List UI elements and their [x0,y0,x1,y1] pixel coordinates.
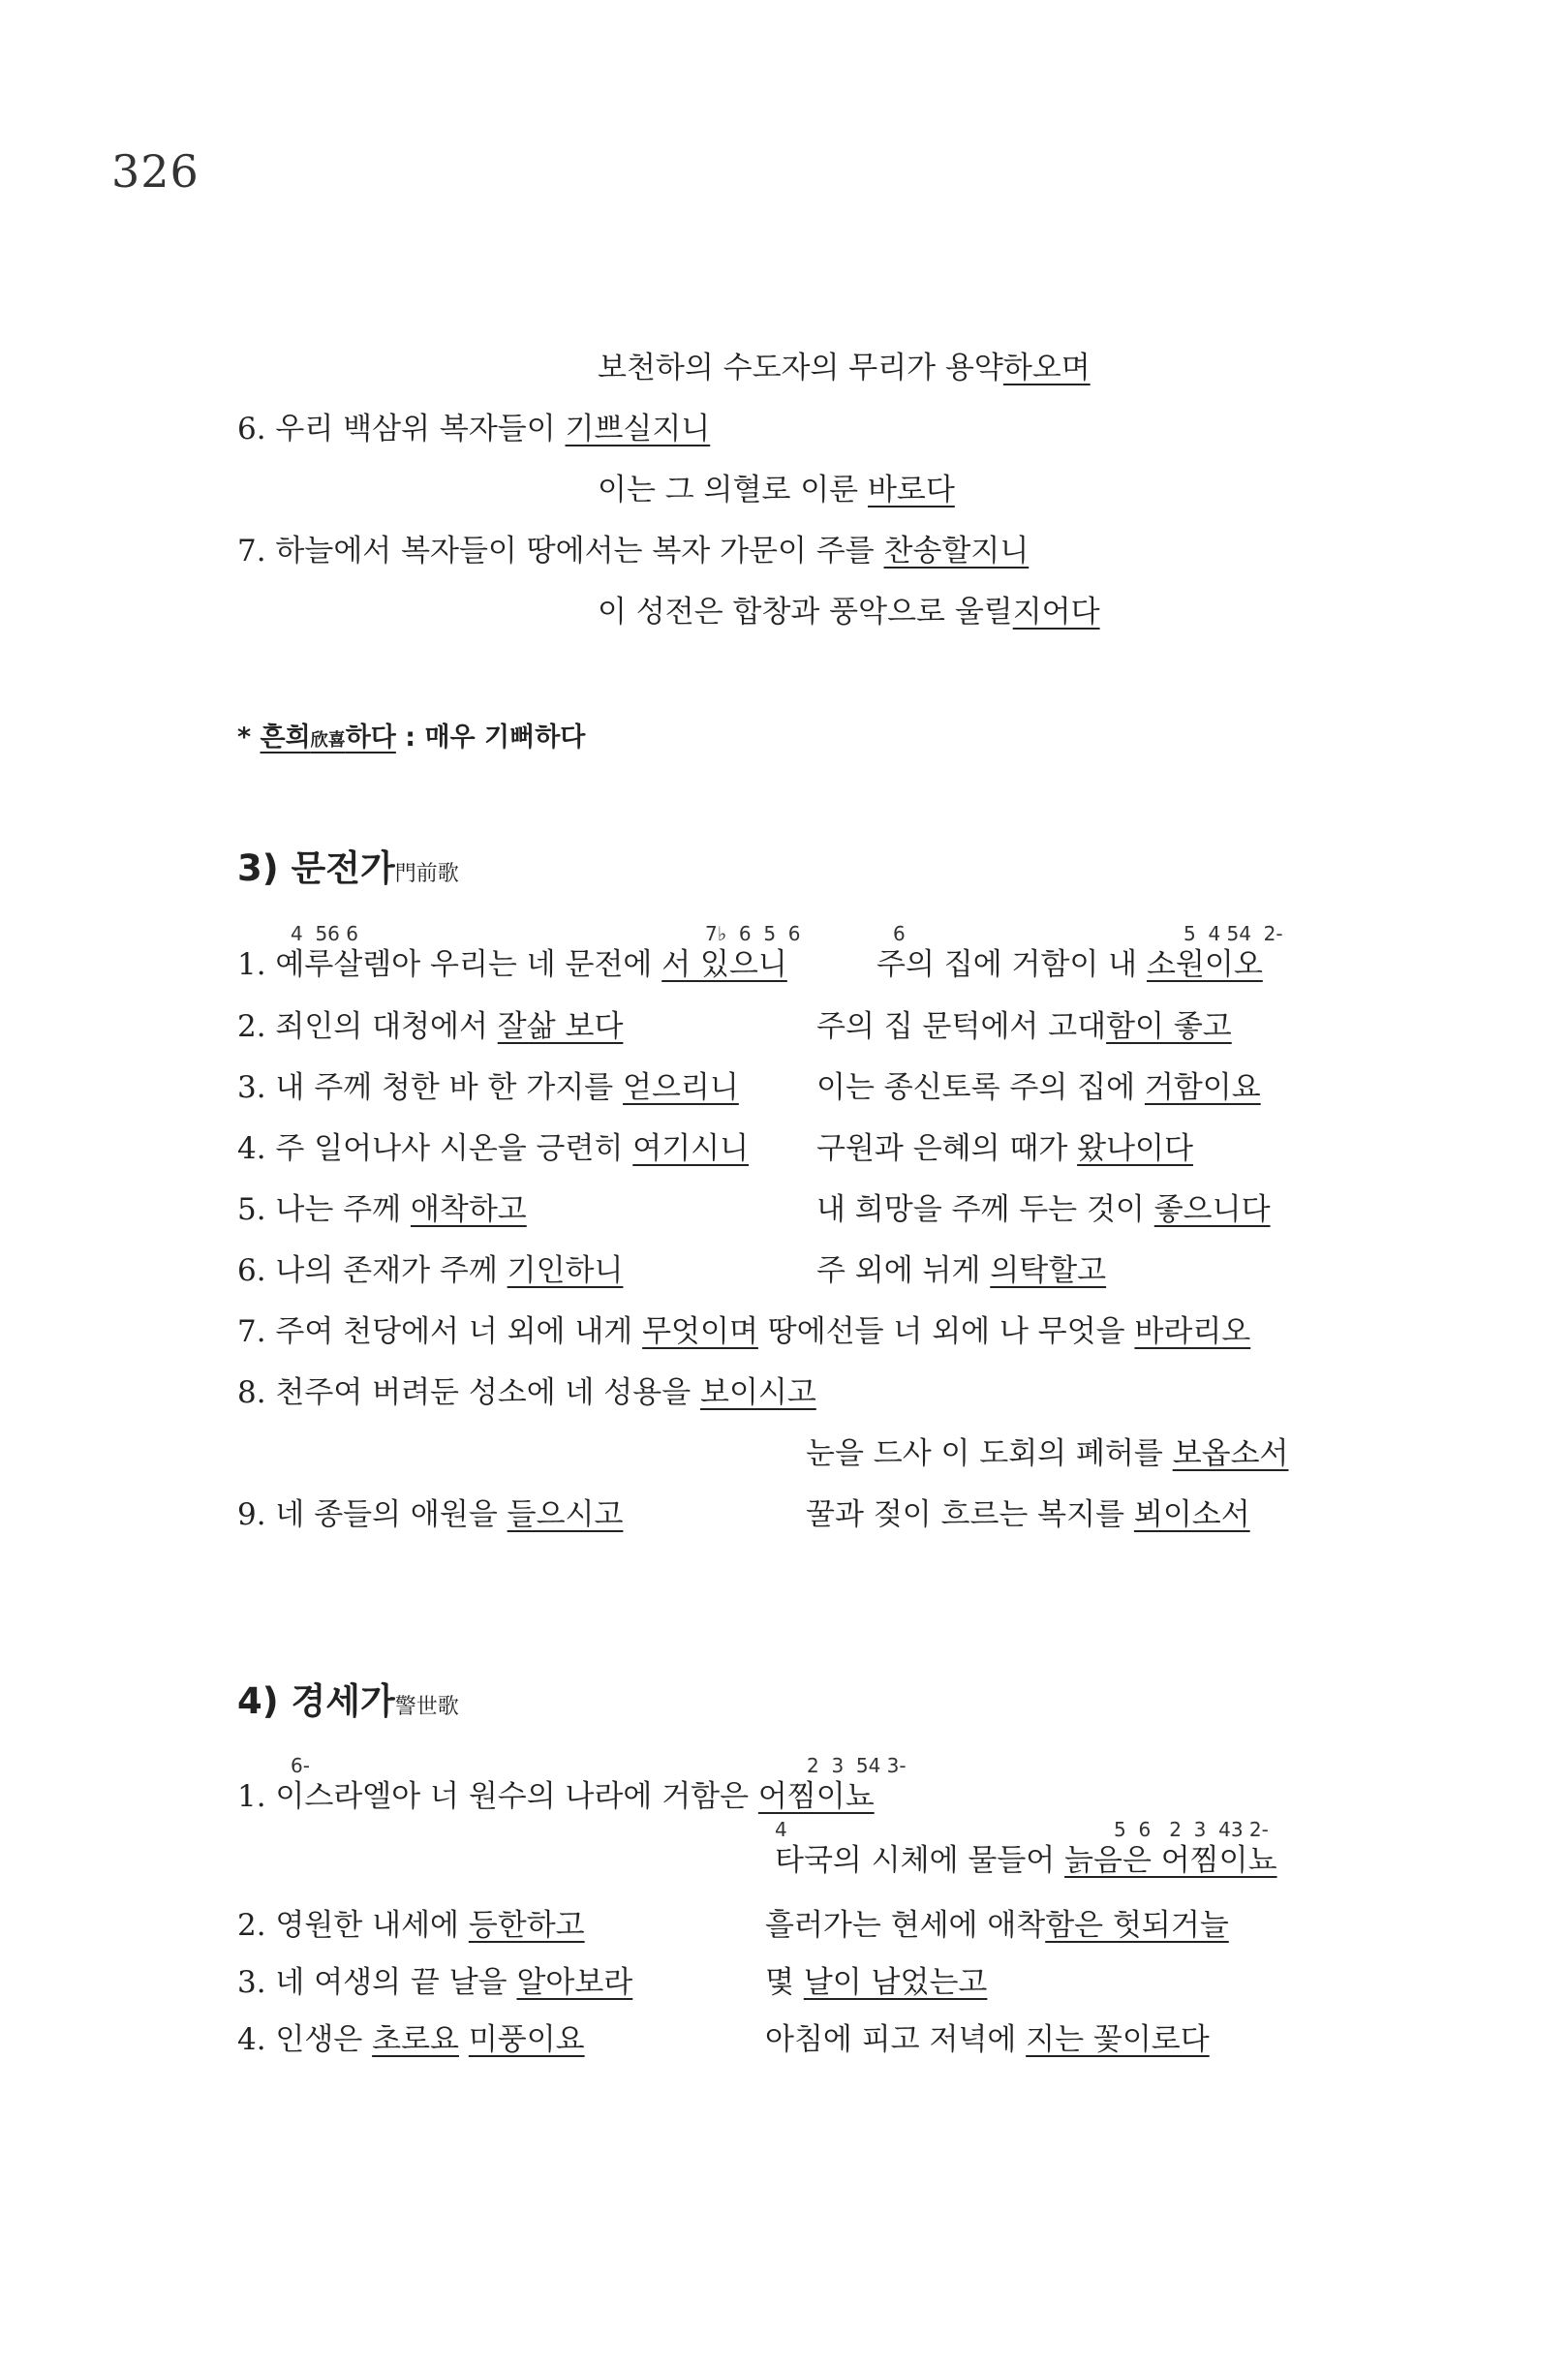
text-line: 보천하의 수도자의 무리가 용약하오며 [598,351,1091,385]
verse-line: 3. 내 주께 청한 바 한 가지를 얻으리니 [237,1070,739,1105]
music-notation: 7♭ 6 5 6 [705,922,801,945]
verse-line: 주 외에 뉘게 의탁할고 [816,1253,1107,1288]
verse-line: 주의 집에 거함이 내 소원이오 [876,947,1263,982]
music-notation: 5 6 2 3 43 2- [1114,1818,1269,1841]
verse-line: 1. 이스라엘아 너 원수의 나라에 거함은 어찜이뇨 [237,1779,875,1814]
verse-line: 이는 종신토록 주의 집에 거함이요 [816,1070,1261,1105]
verse-line: 3. 네 여생의 끝 날을 알아보라 [237,1965,633,2000]
music-notation: 5 4 54 2- [1184,922,1283,945]
verse-line: 2. 영원한 내세에 등한하고 [237,1908,585,1943]
verse-line: 9. 네 종들의 애원을 들으시고 [237,1497,624,1532]
music-notation: 2 3 54 3- [807,1754,907,1777]
text-line: 7. 하늘에서 복자들이 땅에서는 복자 가문이 주를 찬송할지니 [237,534,1030,569]
text-line: 6. 우리 백삼위 복자들이 기쁘실지니 [237,412,711,446]
verse-line: 흘러가는 현세에 애착함은 헛되거늘 [765,1908,1229,1943]
verse-line: 내 희망을 주께 두는 것이 좋으니다 [816,1192,1271,1227]
verse-line: 아침에 피고 저녁에 지는 꽃이로다 [765,2022,1210,2057]
music-notation: 4 56 6 [291,922,358,945]
text-line: 이 성전은 합창과 풍악으로 울릴지어다 [598,595,1100,630]
verse-line: 1. 예루살렘아 우리는 네 문전에 서 있으니 [237,947,787,982]
verse-line: 4. 인생은 초로요 미풍이요 [237,2022,585,2057]
verse-line: 2. 죄인의 대청에서 잘삶 보다 [237,1009,624,1044]
verse-line: 꿀과 젖이 흐르는 복지를 뵈이소서 [806,1497,1250,1532]
verse-line: 5. 나는 주께 애착하고 [237,1192,527,1227]
footnote: * 흔희欣喜하다 : 매우 기뻐하다 [237,723,586,753]
verse-line: 8. 천주여 버려둔 성소에 네 성용을 보이시고 [237,1375,816,1410]
verse-line: 6. 나의 존재가 주께 기인하니 [237,1253,624,1288]
verse-line: 7. 주여 천당에서 너 외에 내게 무엇이며 땅에선들 너 외에 나 무엇을 바라리오 [237,1314,1251,1349]
section-heading: 4) 경세가警世歌 [237,1680,459,1722]
verse-line: 주의 집 문턱에서 고대함이 좋고 [816,1009,1232,1044]
music-notation: 4 [775,1818,787,1841]
text-line: 이는 그 의혈로 이룬 바로다 [598,473,955,507]
verse-line: 몇 날이 남었는고 [765,1965,988,2000]
verse-line: 타국의 시체에 물들어 늙음은 어찜이뇨 [775,1843,1277,1878]
page-number: 326 [111,145,200,198]
verse-line: 구원과 은혜의 때가 왔나이다 [816,1131,1193,1166]
music-notation: 6- [291,1754,310,1777]
verse-line: 4. 주 일어나사 시온을 긍련히 여기시니 [237,1131,750,1166]
verse-line: 눈을 드사 이 도회의 폐허를 보옵소서 [806,1436,1289,1471]
section-heading: 3) 문전가門前歌 [237,847,459,889]
music-notation: 6 [893,922,906,945]
